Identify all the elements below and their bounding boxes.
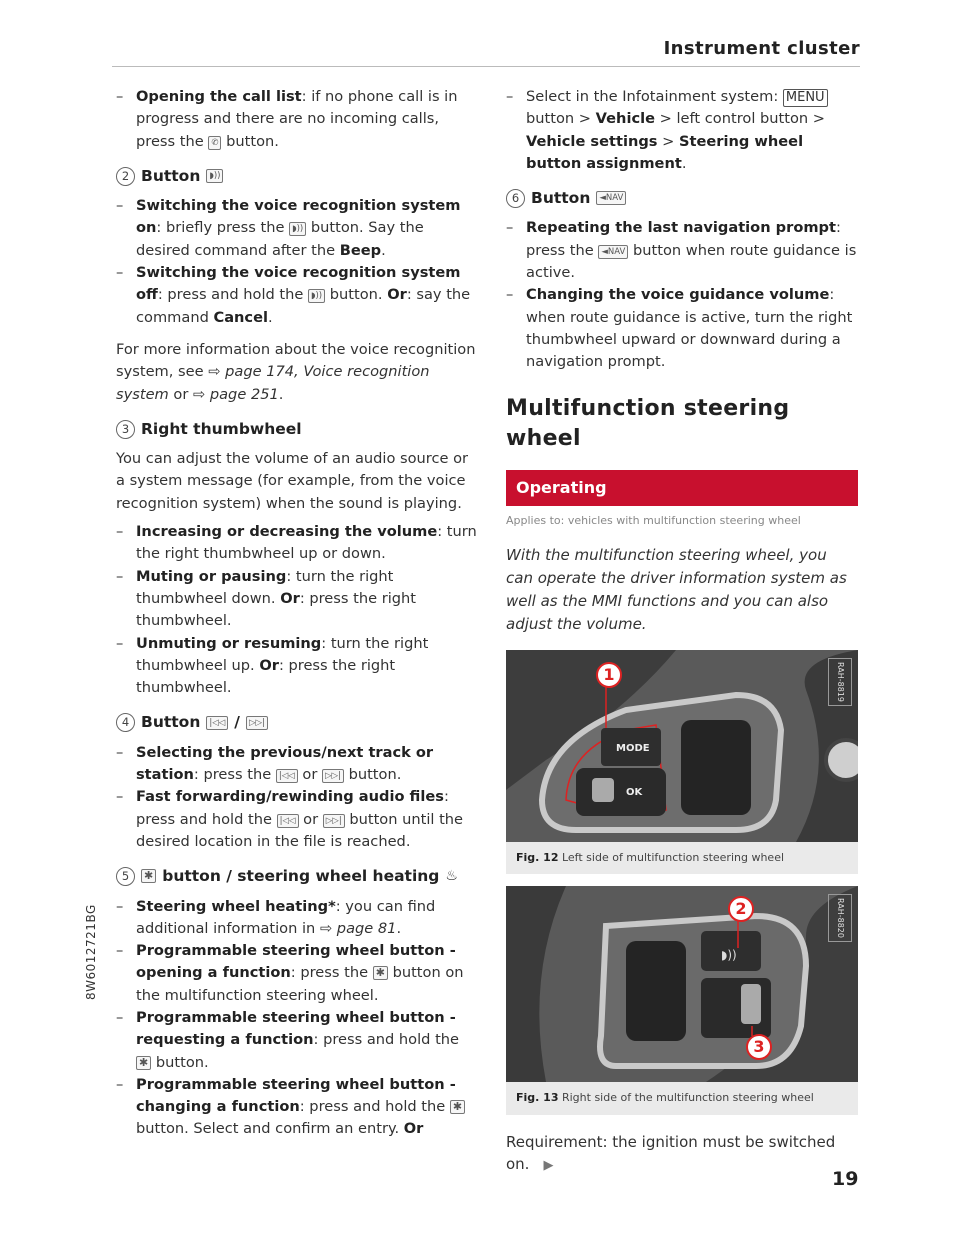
voice-icon: ◗)) — [289, 222, 306, 236]
page-header-title: Instrument cluster — [663, 38, 860, 59]
nav-icon: ◄NAV — [596, 191, 626, 205]
ok-button-label: OK — [626, 787, 643, 799]
phone-icon: ✆ — [208, 136, 221, 150]
prev-track-icon: |◁◁ — [277, 814, 299, 828]
figure-callout-2: 2 — [728, 896, 754, 922]
right-column — [506, 86, 858, 1177]
list-item-repeat-nav: – Repeating the last navigation prompt: press the ◄NAV button when route guidance is active. — [506, 217, 858, 284]
list-item-fast-forward: – Fast forwarding/rewinding audio files: press and hold the |◁◁ or ▷▷| button until the desired location in the file is reached. — [116, 786, 478, 853]
left-column — [116, 86, 478, 1141]
prev-track-icon: |◁◁ — [206, 716, 228, 730]
intro-paragraph: With the multifunction steering wheel, you can operate the driver information system as well as the MMI functions and you can also adjust the volume. — [506, 546, 847, 634]
section-heading-6: 6 Button ◄NAV — [506, 187, 858, 209]
voice-icon: ◗)) — [206, 169, 223, 183]
star-icon: ✱ — [450, 1100, 465, 1114]
list-item-prog-open: – Programmable steering wheel button - opening a function: press the ✱ button on the multifunction steering wheel. — [116, 940, 478, 1007]
list-item-select-infotainment: – Select in the Infotainment system: MENU button > Vehicle > left control button > Vehicle settings > Steering wheel button assignment. — [506, 86, 858, 175]
operating-bar: Operating — [506, 470, 858, 506]
applies-to-note: Applies to: vehicles with multifunction steering wheel — [506, 513, 801, 527]
list-item-unmute: – Unmuting or resuming: turn the right thumbwheel up. Or: press the right thumbwheel. — [116, 633, 478, 700]
document-code: 8W6012721BG — [84, 904, 98, 1000]
menu-button-label: MENU — [783, 89, 828, 107]
figure-callout-3: 3 — [746, 1034, 772, 1060]
next-track-icon: ▷▷| — [323, 814, 345, 828]
section-title-multifunction: Multifunction steering wheel — [506, 395, 790, 451]
section-heading-3: 3 Right thumbwheel — [116, 418, 478, 440]
section-heading-2: 2 Button ◗)) — [116, 165, 478, 187]
voice-icon: ◗)) — [308, 289, 325, 303]
mode-button-label: MODE — [616, 743, 650, 755]
figure-13-image — [506, 886, 858, 1082]
list-item-prog-request: – Programmable steering wheel button - requesting a function: press and hold the ✱ button. — [116, 1007, 478, 1074]
steering-heat-icon: ♨ — [445, 868, 458, 885]
paragraph-thumbwheel: You can adjust the volume of an audio source or a system message (for example, from the voice recognition system) when the sound is playing. — [116, 450, 469, 512]
next-track-icon: ▷▷| — [246, 716, 268, 730]
next-track-icon: ▷▷| — [322, 769, 344, 783]
list-item-guidance-volume: – Changing the voice guidance volume: when route guidance is active, turn the right thumbwheel upward or downward during a navigation prompt. — [506, 284, 858, 373]
list-item-volume: – Increasing or decreasing the volume: turn the right thumbwheel up or down. — [116, 521, 478, 566]
page-reference-link[interactable]: ⇨ page 251 — [192, 385, 279, 403]
list-item-open-call-list: – Opening the call list: if no phone call is in progress and there are no incoming calls, press the ✆ button. — [116, 86, 478, 153]
list-item-prog-change: – Programmable steering wheel button - changing a function: press and hold the ✱ button. Select and confirm an entry. Or — [116, 1074, 478, 1141]
list-item-voice-on: – Switching the voice recognition system on: briefly press the ◗)) button. Say the desired command after the Beep. — [116, 195, 478, 262]
figure-callout-1: 1 — [596, 662, 622, 688]
figure-code: RAH-8820 — [828, 894, 852, 942]
list-item-mute: – Muting or pausing: turn the right thumbwheel down. Or: press the right thumbwheel. — [116, 566, 478, 633]
list-item-voice-off: – Switching the voice recognition system off: press and hold the ◗)) button. Or: say the command Cancel. — [116, 262, 478, 329]
list-item-steering-heat: – Steering wheel heating*: you can find additional information in ⇨ page 81. — [116, 896, 478, 941]
left-steering-wheel-illustration — [506, 650, 858, 842]
requirement-text: Requirement: the ignition must be switched on. ▶ — [506, 1132, 836, 1174]
page-reference-link[interactable]: ⇨ page 174, Voice recognition system — [116, 363, 430, 403]
header-divider — [112, 66, 860, 67]
continue-arrow-icon: ▶ — [543, 1158, 554, 1174]
figure-12-image — [506, 650, 858, 842]
figure-12-caption: Fig. 12 Left side of multifunction steering wheel — [506, 842, 858, 874]
page-number: 19 — [832, 1168, 859, 1190]
right-steering-wheel-illustration — [506, 886, 858, 1082]
figure-code: RAH-8819 — [828, 658, 852, 706]
list-item-select-track: – Selecting the previous/next track or station: press the |◁◁ or ▷▷| button. — [116, 742, 478, 787]
prev-track-icon: |◁◁ — [276, 769, 298, 783]
nav-icon: ◄NAV — [598, 245, 628, 259]
star-icon: ✱ — [136, 1056, 151, 1070]
star-icon: ✱ — [141, 869, 156, 883]
paragraph-voice-info: For more information about the voice recognition system, see ⇨ page 174, Voice recognition system or ⇨ page 251. — [116, 340, 476, 403]
section-heading-5: 5 ✱ button / steering wheel heating ♨ — [116, 865, 478, 887]
figure-13-caption: Fig. 13 Right side of the multifunction steering wheel — [506, 1082, 858, 1114]
section-heading-4: 4 Button |◁◁ / ▷▷| — [116, 711, 478, 733]
page-reference-link[interactable]: ⇨ page 81 — [319, 919, 397, 937]
star-icon: ✱ — [373, 966, 388, 980]
voice-icon: ◗)) — [721, 948, 737, 963]
